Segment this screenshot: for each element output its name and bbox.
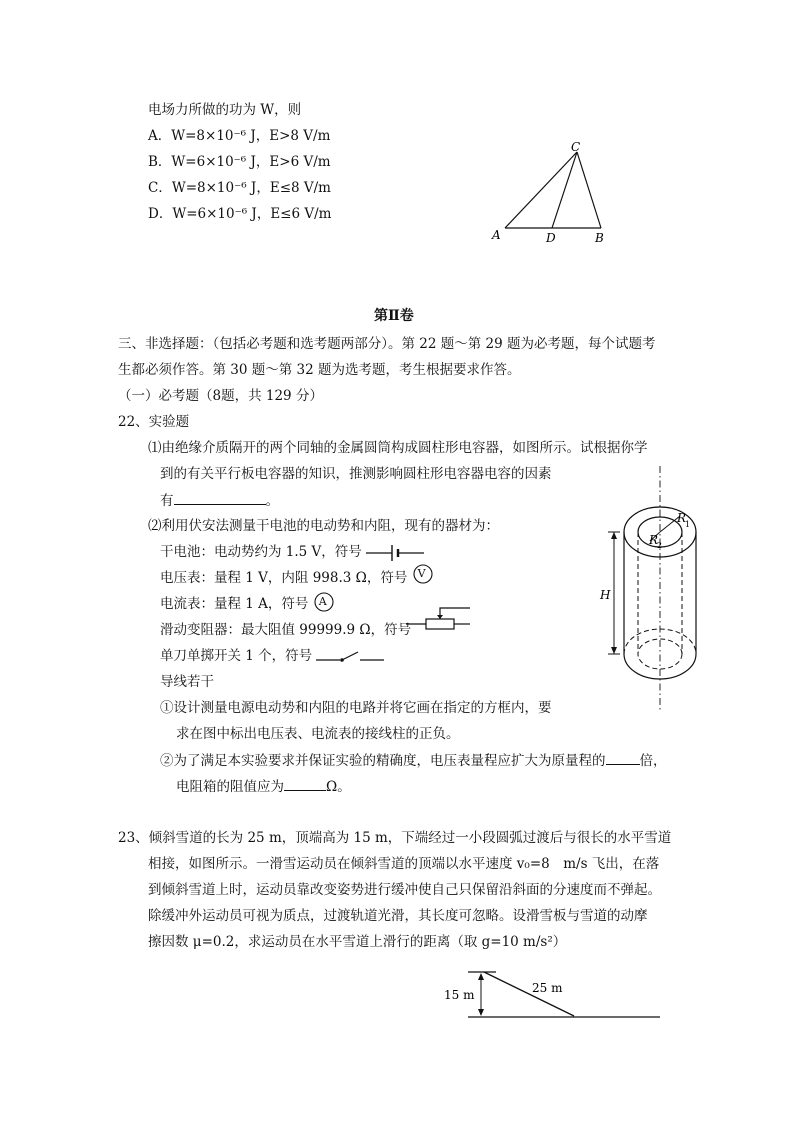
r1-subscript: 1 — [685, 520, 691, 529]
voltmeter-symbol-icon — [412, 564, 434, 584]
q23-line1: 23、倾斜雪道的长为 25 m，顶端高为 15 m，下端经过一小段圆弧过渡后与很长的水平雪道 — [118, 830, 672, 846]
q22-title: 22、实验题 — [118, 414, 190, 430]
q23-line2: 相接，如图所示。一滑雪运动员在倾斜雪道的顶端以水平速度 v₀=8 m/s 飞出，在落 — [148, 856, 660, 872]
r2-label: R — [649, 533, 659, 547]
q22-sub1-line2: 求在图中标出电压表、电流表的接线柱的正负。 — [176, 726, 460, 742]
rheostat-symbol-icon — [404, 604, 474, 634]
q22-battery-text: 干电池：电动势约为 1.5 V，符号 — [160, 544, 362, 560]
q22-sub1-line1: ①设计测量电源电动势和内阻的电路并将它画在指定的方框内，要 — [160, 700, 552, 716]
point-b-label: B — [595, 231, 604, 245]
cylinder-capacitor-figure — [594, 464, 714, 714]
q23-line5: 擦因数 μ=0.2，求运动员在水平雪道上滑行的距离（取 g=10 m/s²） — [148, 934, 567, 950]
q22-ammeter-line — [160, 594, 335, 615]
q22-p2-intro: ⑵利用伏安法测量干电池的电动势和内阻，现有的器材为： — [148, 518, 499, 534]
q21-option-b: B．W=6×10⁻⁶ J，E>6 V/m — [148, 154, 331, 170]
q22-switch-line — [160, 646, 384, 666]
r1-label: R — [677, 511, 687, 525]
q22-wires: 导线若干 — [160, 674, 214, 690]
q22-p1-line1: ⑴由绝缘介质隔开的两个同轴的金属圆筒构成圆柱形电容器，如图所示。试根据你学 — [148, 440, 648, 456]
q22-blank-factors[interactable] — [174, 490, 266, 505]
segment-cb — [577, 152, 601, 228]
section3-line1: 三、非选择题：（包括必考题和选考题两部分）。第 22 题～第 29 题为必考题，每个试题考 — [118, 336, 656, 352]
q22-voltmeter-text: 电压表：量程 1 V，内阻 998.3 Ω，符号 — [160, 570, 408, 586]
q21-intro: 电场力所做的功为 W，则 — [148, 102, 302, 118]
q22-rheostat-line — [160, 620, 411, 640]
required-header: （一）必考题（8题，共 129 分） — [118, 388, 323, 404]
q22-battery-line — [160, 542, 426, 562]
battery-symbol-icon — [366, 544, 426, 562]
q22-p1-line3 — [160, 490, 279, 511]
q22-ammeter-text: 电流表：量程 1 A，符号 — [160, 596, 309, 612]
slope-length-label: 25 m — [532, 981, 563, 995]
q22-sub2-line2-pre: 电阻箱的阻值应为 — [176, 779, 284, 795]
q22-p1-line2: 到的有关平行板电容器的知识，推测影响圆柱形电容器电容的因素 — [160, 466, 552, 482]
ammeter-symbol-icon — [313, 592, 335, 612]
switch-symbol-icon — [316, 649, 384, 665]
q22-blank-multiple[interactable] — [606, 750, 640, 765]
segment-cd — [552, 152, 577, 228]
q22-voltmeter-line — [160, 568, 434, 589]
point-c-label: C — [571, 140, 581, 154]
q22-switch-text: 单刀单掷开关 1 个，符号 — [160, 648, 313, 664]
q22-p1-line3-pre: 有 — [160, 493, 174, 509]
q22-rheostat-text: 滑动变阻器：最大阻值 99999.9 Ω，符号 — [160, 622, 412, 638]
q22-sub2-line2 — [176, 776, 351, 797]
q21-option-a: A．W=8×10⁻⁶ J，E>8 V/m — [148, 128, 331, 144]
point-a-label: A — [492, 228, 501, 242]
q23-line3: 到倾斜雪道上时，运动员靠改变姿势进行缓冲使自己只保留沿斜面的分速度而不弹起。 — [148, 882, 661, 898]
r2-subscript: 2 — [657, 541, 663, 550]
slope-height-label: 15 m — [444, 988, 475, 1002]
q21-option-d: D．W=6×10⁻⁶ J，E≤6 V/m — [148, 206, 332, 222]
q22-sub2-line2-post: Ω。 — [326, 779, 351, 795]
voltmeter-symbol-letter: V — [417, 566, 426, 580]
section3-line2: 生都必须作答。第 30 题～第 32 题为选考题，考生根据要求作答。 — [118, 362, 521, 378]
q22-blank-resistance[interactable] — [284, 776, 326, 791]
q22-sub2-line1-pre: ②为了满足本实验要求并保证实验的精确度，电压表量程应扩大为原量程的 — [160, 753, 606, 769]
segment-ac — [505, 152, 577, 228]
ammeter-symbol-letter: A — [318, 594, 327, 608]
height-label: H — [600, 588, 611, 602]
triangle-figure — [488, 136, 613, 248]
q22-sub2-line1-post: 倍， — [639, 753, 667, 769]
q22-sub2-line1 — [160, 750, 667, 771]
slope-figure — [440, 962, 666, 1026]
q21-option-c: C．W=8×10⁻⁶ J，E≤8 V/m — [148, 180, 331, 196]
q22-p1-line3-post: 。 — [265, 493, 279, 509]
part2-title: 第Ⅱ卷 — [374, 308, 414, 324]
point-d-label: D — [546, 231, 556, 245]
q23-line4: 除缓冲外运动员可视为质点，过渡轨道光滑，其长度可忽略。设滑雪板与雪道的动摩 — [148, 908, 648, 924]
